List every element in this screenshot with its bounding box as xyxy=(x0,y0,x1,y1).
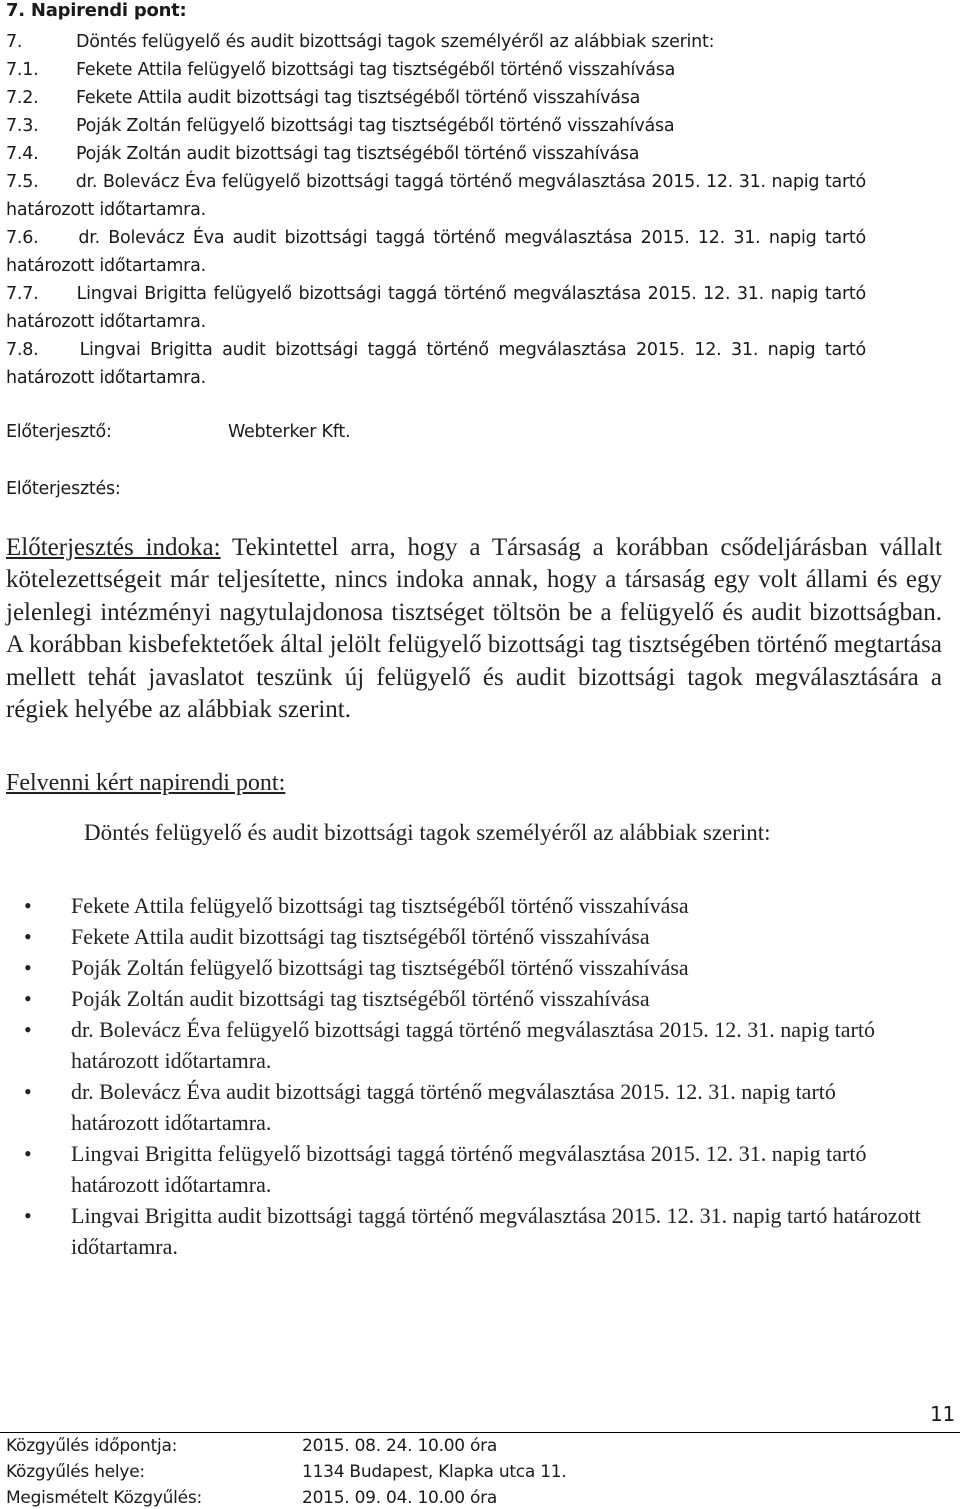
agenda-item-number: 7. xyxy=(6,32,23,52)
agenda-item-number: 7.1. xyxy=(6,60,39,80)
presenter-label: Előterjesztő: xyxy=(6,422,112,442)
agenda-item-text: Döntés felügyelő és audit bizottsági tagok személyéről az alábbiak szerint: xyxy=(76,32,715,52)
requested-agenda-list xyxy=(6,890,942,1262)
agenda-item-text: Poják Zoltán audit bizottsági tag tisztségéből történő visszahívása xyxy=(76,144,640,164)
list-item: • Fekete Attila felügyelő bizottsági tag tisztségéből történő visszahívása xyxy=(6,890,921,921)
agenda-item-text: dr. Bolevácz Éva audit bizottsági taggá történő megválasztása 2015. 12. 31. napig tartó határozott időtartamra. xyxy=(6,228,866,276)
list-item: • Poják Zoltán audit bizottsági tag tisztségéből történő visszahívása xyxy=(6,983,921,1014)
footer-value: 1134 Budapest, Klapka utca 11. xyxy=(302,1462,567,1482)
list-item: • Lingvai Brigitta audit bizottsági taggá történő megválasztása 2015. 12. 31. napig tartó határozott időtartamra. xyxy=(6,1200,921,1262)
agenda-item-number: 7.4. xyxy=(6,144,39,164)
agenda-item xyxy=(6,28,866,56)
agenda-item-number: 7.8. xyxy=(6,340,39,360)
agenda-item-text: Fekete Attila felügyelő bizottsági tag tisztségéből történő visszahívása xyxy=(76,60,676,80)
agenda-item xyxy=(6,280,866,336)
list-item: • dr. Bolevácz Éva felügyelő bizottsági taggá történő megválasztása 2015. 12. 31. napig tartó határozott időtartamra. xyxy=(6,1014,921,1076)
reason-text: Tekintettel arra, hogy a Társaság a korábban csődeljárásban vállalt kötelezettségeit már teljesítette, nincs indoka annak, hogy a társaság egy volt állami és egy jelenlegi intézményi nagytulajdonosa tisztséget töltsön be a felügyelő és audit bizottságban. A korábban kisbefektetőek által jelölt felügyelő bizottsági tag tisztségében történő megtartása mellett tehát javaslatot teszünk új felügyelő és audit bizottsági tagok megválasztására a régiek helyébe az alábbiak szerint. xyxy=(6,534,942,724)
presenter-value: Webterker Kft. xyxy=(228,422,351,442)
footer-value: 2015. 08. 24. 10.00 óra xyxy=(302,1436,498,1456)
proposal-label: Előterjesztés: xyxy=(6,479,121,499)
reason-label: Előterjesztés indoka: xyxy=(6,534,221,561)
requested-agenda-title: Döntés felügyelő és audit bizottsági tagok személyéről az alábbiak szerint: xyxy=(84,820,771,846)
agenda-item xyxy=(6,336,866,392)
agenda-item-number: 7.7. xyxy=(6,284,39,304)
agenda-item-text: Fekete Attila audit bizottsági tag tisztségéből történő visszahívása xyxy=(76,88,641,108)
agenda-item xyxy=(6,84,866,112)
list-item: • Lingvai Brigitta felügyelő bizottsági taggá történő megválasztása 2015. 12. 31. napig tartó határozott időtartamra. xyxy=(6,1138,921,1200)
agenda-item xyxy=(6,224,866,280)
footer-value: 2015. 09. 04. 10.00 óra xyxy=(302,1488,498,1508)
requested-agenda-label: Felvenni kért napirendi pont: xyxy=(6,770,286,797)
agenda-item-number: 7.5. xyxy=(6,172,39,192)
agenda-item xyxy=(6,112,866,140)
footer-divider xyxy=(0,1432,960,1433)
list-item: • dr. Bolevácz Éva audit bizottsági taggá történő megválasztása 2015. 12. 31. napig tartó határozott időtartamra. xyxy=(6,1076,921,1138)
agenda-item-number: 7.6. xyxy=(6,228,39,248)
list-item: • Poják Zoltán felügyelő bizottsági tag tisztségéből történő visszahívása xyxy=(6,952,921,983)
agenda-item-text: dr. Bolevácz Éva felügyelő bizottsági taggá történő megválasztása 2015. 12. 31. napig tartó határozott időtartamra. xyxy=(6,172,866,220)
agenda-item-text: Lingvai Brigitta felügyelő bizottsági taggá történő megválasztása 2015. 12. 31. napig tartó határozott időtartamra. xyxy=(6,284,866,332)
page-number: 11 xyxy=(930,1402,955,1426)
agenda-item-number: 7.3. xyxy=(6,116,39,136)
agenda-heading: 7. Napirendi pont: xyxy=(6,0,187,21)
agenda-item xyxy=(6,140,866,168)
agenda-item xyxy=(6,56,866,84)
list-item: • Fekete Attila audit bizottsági tag tisztségéből történő visszahívása xyxy=(6,921,921,952)
agenda-item xyxy=(6,168,866,224)
footer-label: Közgyűlés időpontja: xyxy=(6,1436,178,1456)
footer-label: Közgyűlés helye: xyxy=(6,1462,145,1482)
agenda-item-number: 7.2. xyxy=(6,88,39,108)
agenda-item-text: Lingvai Brigitta audit bizottsági taggá történő megválasztása 2015. 12. 31. napig tartó határozott időtartamra. xyxy=(6,340,866,388)
scanned-proposal xyxy=(6,532,942,1262)
agenda-item-text: Poják Zoltán felügyelő bizottsági tag tisztségéből történő visszahívása xyxy=(76,116,675,136)
reason-paragraph xyxy=(6,532,942,726)
footer-label: Megismételt Közgyűlés: xyxy=(6,1488,202,1508)
agenda-item-list xyxy=(6,28,866,392)
